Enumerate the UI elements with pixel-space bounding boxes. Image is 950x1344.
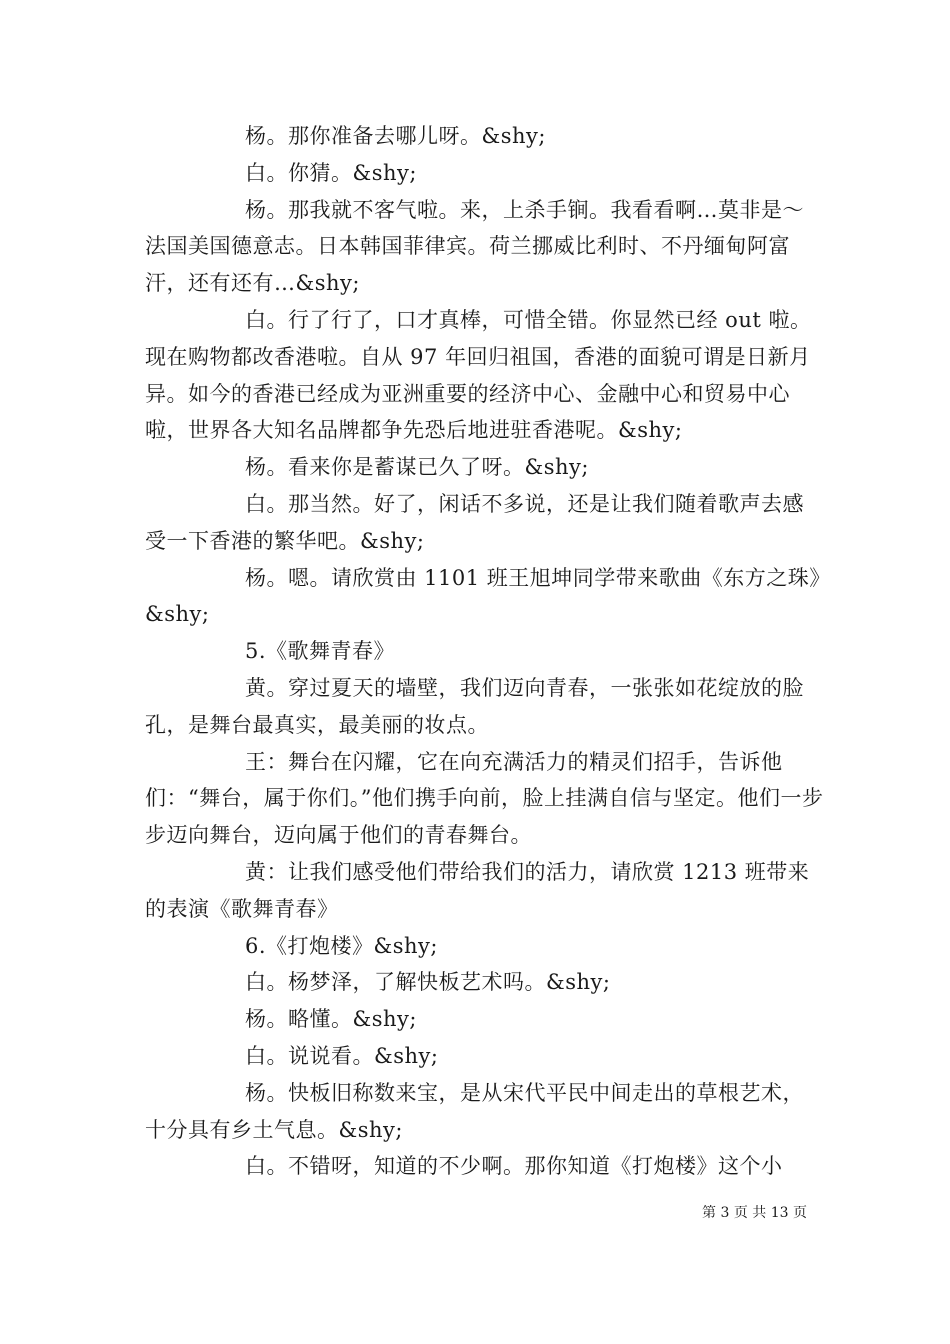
paragraph: 白。杨梦泽，了解快板艺术吗。&shy; [245, 970, 611, 995]
paragraph: 白。你猜。&shy; [245, 160, 417, 185]
paragraph: 杨。略懂。&shy; [245, 1007, 417, 1032]
paragraph: 杨。嗯。请欣赏由 1101 班王旭坤同学带来歌曲《东方之珠》&shy; [145, 565, 821, 627]
paragraph: 杨。那你准备去哪儿呀。&shy; [245, 124, 546, 148]
paragraph: 黄：让我们感受他们带给我们的活力，请欣赏 1213 班带来的表演《歌舞青春》 [145, 859, 810, 921]
paragraph: 杨。快板旧称数来宝，是从宋代平民中间走出的草根艺术，十分具有乡土气息。&shy; [145, 1080, 804, 1142]
paragraph: 白。不错呀，知道的不少啊。那你知道《打炮楼》这个小 [245, 1154, 783, 1179]
paragraph: 白。行了行了，口才真棒，可惜全错。你显然已经 out 啦。现在购物都改香港啦。自从 97 年回归祖国，香港的面貌可谓是日新月异。如今的香港已经成为亚洲重要的经济中心、金融中心和贸易中心啦，世界各大知名品牌都争先恐后地进驻香港呢。&shy; [145, 307, 812, 443]
paragraph: 王：舞台在闪耀，它在向充满活力的精灵们招手，告诉他们：“舞台，属于你们。”他们携手向前，脸上挂满自信与坚定。他们一步步迈向舞台，迈向属于他们的青春舞台。 [145, 749, 824, 848]
document-body [145, 118, 825, 1185]
paragraph: 杨。看来你是蓄谋已久了呀。&shy; [245, 455, 589, 480]
paragraph: 白。说说看。&shy; [245, 1043, 439, 1068]
page-number: 第 3 页 共 13 页 [702, 1205, 807, 1221]
section-heading: 5.《歌舞青春》 [245, 639, 396, 664]
paragraph: 杨。那我就不客气啦。来，上杀手锏。我看看啊…莫非是～法国美国德意志。日本韩国菲律宾。荷兰挪威比利时、不丹缅甸阿富汗，还有还有…&shy; [145, 197, 804, 296]
section-heading: 6.《打炮楼》&shy; [245, 933, 438, 958]
paragraph: 黄。穿过夏天的墙壁，我们迈向青春，一张张如花绽放的脸孔，是舞台最真实，最美丽的妆点。 [145, 675, 804, 737]
paragraph: 白。那当然。好了，闲话不多说，还是让我们随着歌声去感受一下香港的繁华吧。&shy; [145, 491, 804, 553]
